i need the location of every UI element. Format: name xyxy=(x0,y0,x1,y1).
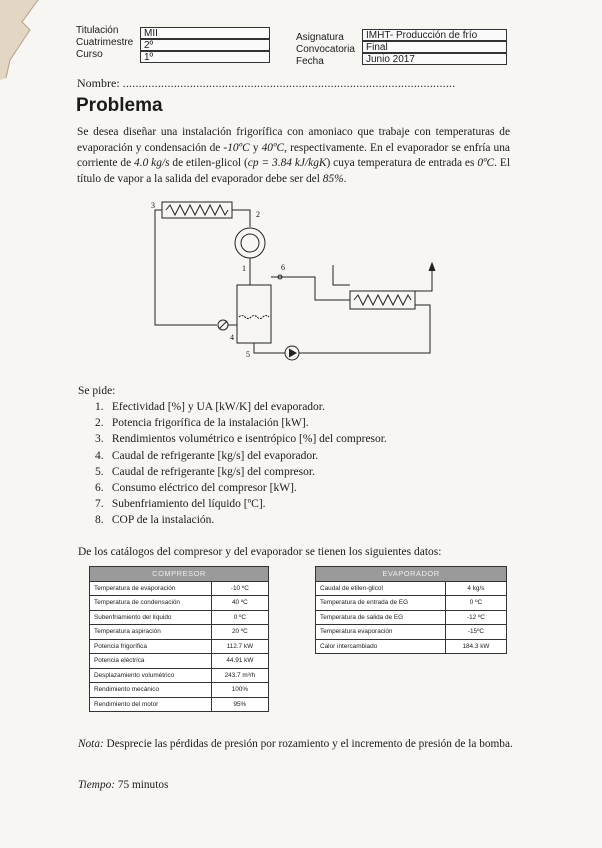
statement-text: . El título de vapor a la salida del evaporador debe ser del xyxy=(77,157,511,185)
header-value-curso: 1º xyxy=(140,51,270,63)
time-text: 75 minutos xyxy=(115,779,169,791)
compressor-row-value: -10 ºC xyxy=(211,581,268,596)
asks-title: Se pide: xyxy=(78,385,116,397)
statement-cond-temp: 40ºC xyxy=(261,141,285,154)
condenser-coil xyxy=(166,205,228,215)
time-label: Tiempo: xyxy=(78,779,116,791)
compressor-row xyxy=(90,581,269,596)
compressor-row xyxy=(90,697,269,712)
evaporator-row-label: Temperatura evaporación xyxy=(316,625,446,640)
compressor-table-title: COMPRESOR xyxy=(90,567,269,582)
statement-quality: 85% xyxy=(322,172,344,185)
evaporator-row xyxy=(316,610,507,625)
header-value-fecha: Junio 2017 xyxy=(362,53,507,65)
ask-number: 3. xyxy=(95,433,104,446)
header-value-cuatrimestre: 2º xyxy=(140,39,270,51)
line-condenser-valve xyxy=(155,210,217,325)
compressor-row-value: 95% xyxy=(211,697,268,712)
ask-text: Efectividad [%] y UA [kW/K] del evaporador. xyxy=(111,401,325,413)
name-dots: ........................................................................................................ xyxy=(122,76,456,90)
compressor-row xyxy=(90,668,269,683)
statement-text: , respectivamente. En el evaporador se enfría una corriente de xyxy=(77,141,510,169)
point-label-1: 1 xyxy=(242,264,246,273)
ask-item xyxy=(95,399,515,415)
ask-text: Caudal de refrigerante [kg/s] del evaporador. xyxy=(111,449,319,462)
time xyxy=(78,778,168,794)
compressor-row-value: 0 ºC xyxy=(211,610,268,625)
compressor-row-label: Temperatura aspiración xyxy=(90,625,212,640)
pump-arrow xyxy=(289,349,296,357)
compressor xyxy=(235,228,265,258)
statement-inlet-temp: 0ºC xyxy=(477,157,495,169)
ask-text: Potencia frigorífica de la instalación [kW]. xyxy=(111,417,309,430)
compressor-row-value: 100% xyxy=(211,683,268,698)
point-label-2: 2 xyxy=(256,210,260,219)
evaporator-row-value: 184.3 kW xyxy=(445,639,506,654)
header-label-titulacion: Titulación xyxy=(76,25,119,36)
ask-number: 6. xyxy=(95,482,104,495)
header-label-cuatrimestre: Cuatrimestre xyxy=(76,37,134,48)
note-text: Desprecie las pérdidas de presión por rozamiento y el incremento de presión de la bomba. xyxy=(103,738,513,750)
compressor-row-value: 20 ºC xyxy=(211,625,268,640)
line-6-evaporator xyxy=(271,277,350,300)
line-pump-evaporator xyxy=(299,305,430,353)
point-label-6: 6 xyxy=(281,263,285,272)
ask-text: COP de la instalación. xyxy=(111,514,215,527)
compressor-row-label: Temperatura de condensación xyxy=(90,596,212,611)
compressor-row-label: Potencia frigorífica xyxy=(90,639,212,654)
ask-item xyxy=(95,512,515,528)
note-label: Nota: xyxy=(78,738,104,750)
compressor-row xyxy=(90,683,269,698)
statement-evap-temp: -10ºC xyxy=(223,141,250,154)
ask-item xyxy=(95,480,515,496)
header-label-convocatoria: Convocatoria xyxy=(296,44,355,55)
statement-text: ) cuya temperatura de entrada es xyxy=(326,157,478,169)
compressor-row xyxy=(90,596,269,611)
compressor-row-value: 44.91 kW xyxy=(211,654,268,669)
torn-corner-decoration xyxy=(0,0,50,80)
point-label-5: 5 xyxy=(246,350,250,359)
glycol-inlet xyxy=(333,265,350,285)
header-label-curso: Curso xyxy=(76,49,103,60)
note xyxy=(78,737,518,753)
compressor-row-label: Desplazamiento volumétrico xyxy=(90,668,212,683)
evaporator-row xyxy=(316,596,507,611)
evaporator-table xyxy=(315,566,507,654)
evaporator-row xyxy=(316,625,507,640)
separator-liquid-level xyxy=(239,316,269,319)
evaporator-coil xyxy=(354,295,411,305)
ask-number: 1. xyxy=(95,401,104,413)
compressor-row-label: Rendimiento del motor xyxy=(90,697,212,712)
compressor-row-label: Subenfriamiento del líquido xyxy=(90,610,212,625)
name-label: Nombre: xyxy=(77,76,120,90)
ask-item xyxy=(95,448,515,464)
statement-text: de etilen-glicol ( xyxy=(169,157,248,169)
line-2-condenser xyxy=(232,210,250,227)
statement-cp: cp = 3.84 kJ/kgK xyxy=(247,157,327,169)
compressor-row-label: Potencia eléctrica xyxy=(90,654,212,669)
ask-item xyxy=(95,464,515,480)
page-title: Problema xyxy=(76,95,163,116)
evaporator-row-label: Caudal de etilen-glicol xyxy=(316,581,446,596)
statement-text: y xyxy=(249,141,262,154)
ask-number: 5. xyxy=(95,465,104,478)
compressor-row-value: 243.7 m³/h xyxy=(211,668,268,683)
compressor-row xyxy=(90,654,269,669)
ask-number: 7. xyxy=(95,498,104,511)
ask-text: Caudal de refrigerante [kg/s] del compresor. xyxy=(111,465,315,478)
compressor-row xyxy=(90,610,269,625)
evaporator-row-label: Temperatura de entrada de EG xyxy=(316,596,446,611)
statement-text: . xyxy=(343,172,347,185)
problem-statement xyxy=(77,125,510,187)
evaporator-row-value: 4 kg/s xyxy=(445,581,506,596)
evaporator-row-value: -12 ºC xyxy=(445,610,506,625)
statement-text: Se desea diseñar una instalación frigorífica con amoniaco que trabaje con temperaturas de evaporación y condensación de xyxy=(77,126,510,154)
compressor-table xyxy=(89,566,269,712)
compressor-row-value: 40 ºC xyxy=(211,596,268,611)
compressor-row xyxy=(90,625,269,640)
statement-flow: 4.0 kg/s xyxy=(134,157,170,169)
ask-item xyxy=(95,431,515,447)
evaporator-row xyxy=(316,581,507,596)
header-value-convocatoria: Final xyxy=(362,41,507,53)
point-label-4: 4 xyxy=(230,333,234,342)
name-line xyxy=(77,76,455,91)
evaporator-row-label: Calor intercambiado xyxy=(316,639,446,654)
ask-number: 8. xyxy=(95,514,104,527)
header-value-titulacion: MII xyxy=(140,27,270,39)
line-5-pump xyxy=(254,343,285,353)
header-value-asignatura: IMHT- Producción de frío xyxy=(362,29,507,41)
evaporator-row xyxy=(316,639,507,654)
asks-list xyxy=(95,399,515,529)
ask-text: Consumo eléctrico del compresor [kW]. xyxy=(111,482,297,495)
ask-number: 2. xyxy=(95,417,104,430)
compressor-row-value: 112.7 kW xyxy=(211,639,268,654)
ask-text: Rendimientos volumétrico e isentrópico [%] del compresor. xyxy=(111,433,387,446)
compressor-row xyxy=(90,639,269,654)
compressor-row-label: Temperatura de evaporación xyxy=(90,581,212,596)
ask-item xyxy=(95,415,515,431)
refrigeration-cycle-diagram xyxy=(140,195,450,370)
ask-text: Subenfriamiento del líquido [ºC]. xyxy=(111,498,266,511)
compressor-inner xyxy=(241,234,259,252)
header-label-fecha: Fecha xyxy=(296,56,324,67)
glycol-outlet-arrow xyxy=(429,263,435,271)
point-label-3: 3 xyxy=(151,201,155,210)
evaporator-row-label: Temperatura de salida de EG xyxy=(316,610,446,625)
expansion-valve-stroke xyxy=(219,321,227,329)
evaporator-row-value: -15ºC xyxy=(445,625,506,640)
ask-item xyxy=(95,496,515,512)
liquid-separator xyxy=(237,285,271,343)
header-label-asignatura: Asignatura xyxy=(296,32,344,43)
catalog-intro: De los catálogos del compresor y del evaporador se tienen los siguientes datos: xyxy=(78,546,442,558)
evaporator-table-title: EVAPORADOR xyxy=(316,567,507,582)
ask-number: 4. xyxy=(95,449,104,462)
evaporator-row-value: 0 ºC xyxy=(445,596,506,611)
compressor-row-label: Rendimiento mecánico xyxy=(90,683,212,698)
